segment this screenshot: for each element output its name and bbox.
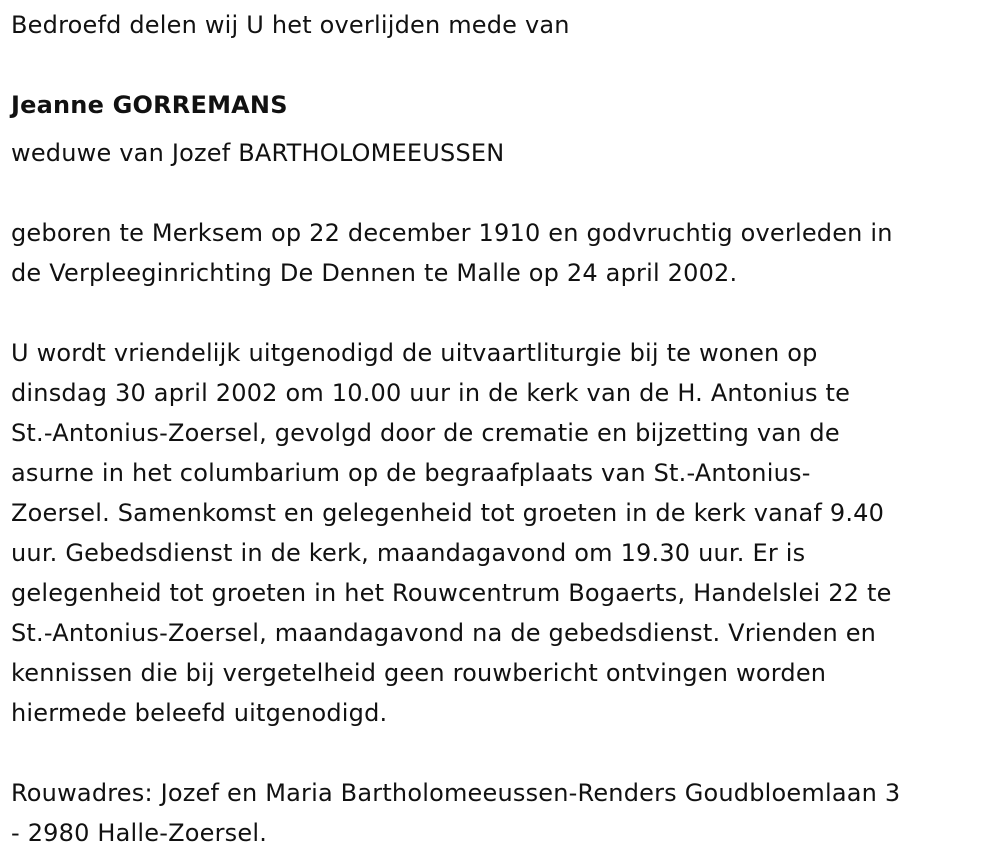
paragraph-line: gelegenheid tot groeten in het Rouwcentrum Bogaerts, Handelslei 22 te (11, 579, 892, 607)
paragraph-line: Zoersel. Samenkomst en gelegenheid tot groeten in de kerk vanaf 9.40 (11, 499, 885, 527)
paragraph-line: U wordt vriendelijk uitgenodigd de uitvaartliturgie bij te wonen op (11, 339, 818, 367)
paragraph-line: dinsdag 30 april 2002 om 10.00 uur in de kerk van de H. Antonius te (11, 379, 851, 407)
paragraph-line: asurne in het columbarium op de begraafplaats van St.-Antonius- (11, 459, 811, 487)
intro-text: Bedroefd delen wij U het overlijden mede van (11, 11, 570, 39)
paragraph-line: kennissen die bij vergetelheid geen rouwbericht ontvingen worden (11, 659, 827, 687)
paragraph-line: de Verpleeginrichting De Dennen te Malle op 24 april 2002. (11, 259, 738, 287)
deceased-name: Jeanne GORREMANS (11, 91, 288, 119)
paragraph-line: Rouwadres: Jozef en Maria Bartholomeeussen-Renders Goudbloemlaan 3 (11, 779, 901, 807)
paragraph-line: St.-Antonius-Zoersel, gevolgd door de crematie en bijzetting van de (11, 419, 840, 447)
paragraph-line: St.-Antonius-Zoersel, maandagavond na de gebedsdienst. Vrienden en (11, 619, 877, 647)
paragraph-line: - 2980 Halle-Zoersel. (11, 819, 268, 847)
paragraph-line: hiermede beleefd uitgenodigd. (11, 699, 388, 727)
paragraph-line: uur. Gebedsdienst in de kerk, maandagavond om 19.30 uur. Er is (11, 539, 806, 567)
paragraph-line: geboren te Merksem op 22 december 1910 en godvruchtig overleden in (11, 219, 893, 247)
deceased-relation: weduwe van Jozef BARTHOLOMEEUSSEN (11, 139, 505, 167)
